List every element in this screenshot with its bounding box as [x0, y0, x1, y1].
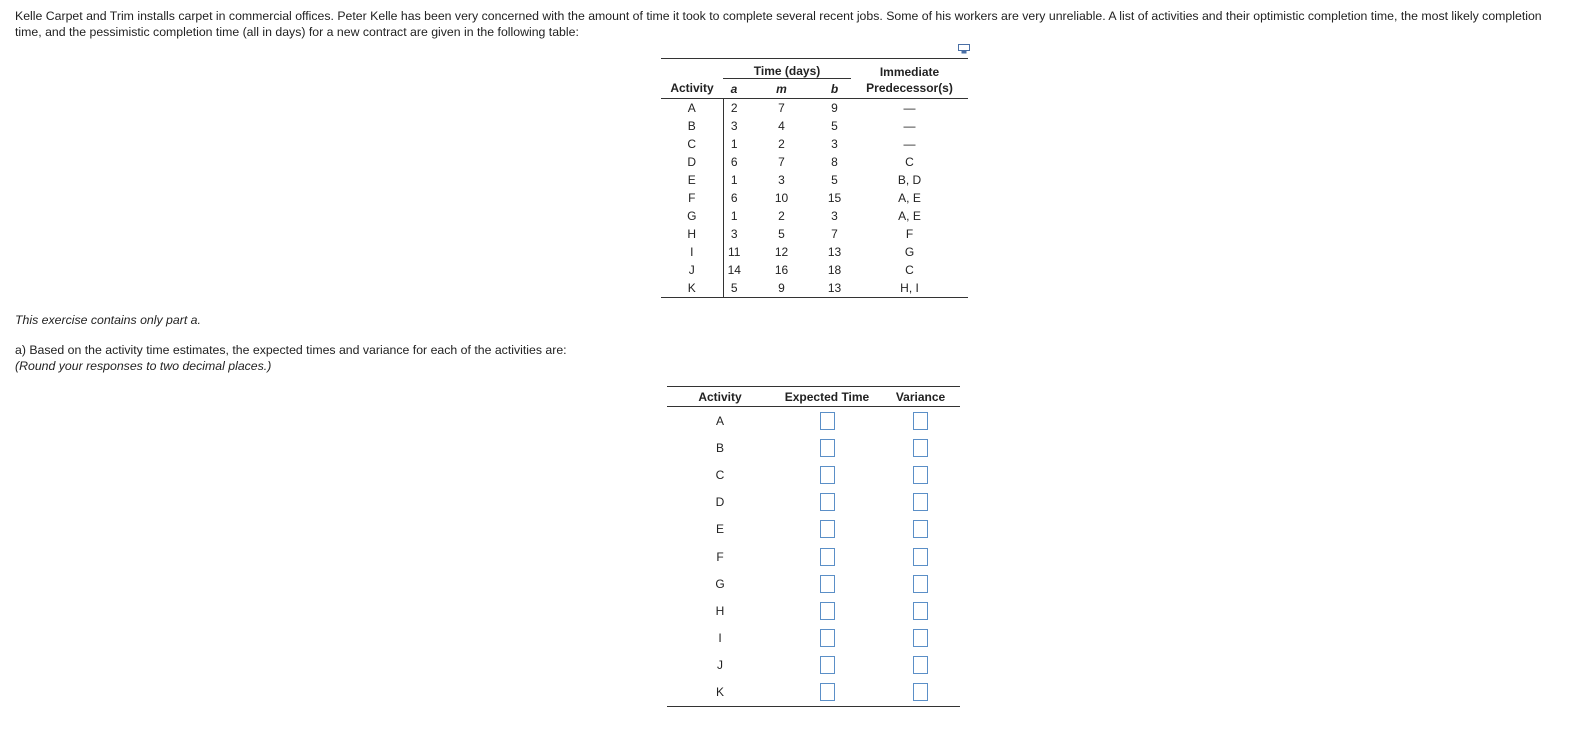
answer-row [667, 543, 960, 570]
expected-time-input-h[interactable] [820, 602, 835, 620]
answer-row [667, 407, 960, 435]
table-row [661, 243, 968, 261]
variance-input-f[interactable] [913, 548, 928, 566]
answer-activity-label: F [716, 549, 724, 564]
expected-time-input-a[interactable] [820, 412, 835, 430]
row-b: 7 [831, 227, 838, 241]
answer-row [667, 489, 960, 516]
expected-time-input-j[interactable] [820, 656, 835, 674]
row-a: 6 [730, 155, 738, 169]
table-row [661, 171, 968, 189]
row-m: 10 [774, 191, 789, 205]
answer-row [667, 434, 960, 461]
answer-activity-label: J [717, 658, 723, 673]
row-b: 15 [827, 191, 842, 205]
row-activity: I [661, 243, 723, 261]
row-a: 5 [723, 279, 745, 298]
row-activity: J [661, 261, 723, 279]
time-days-header: Time (days) [723, 59, 851, 79]
row-m: 3 [778, 173, 785, 187]
row-predecessor: — [903, 101, 916, 115]
row-predecessor: C [905, 263, 914, 277]
row-b: 9 [831, 101, 838, 115]
row-predecessor: A, E [898, 209, 921, 223]
row-predecessor: — [903, 137, 916, 151]
pred-header-line2: Predecessor(s) [851, 79, 968, 99]
expected-time-input-d[interactable] [820, 493, 835, 511]
answer-table [667, 386, 960, 707]
row-m: 7 [778, 101, 785, 115]
row-activity: D [661, 153, 723, 171]
row-b: 13 [827, 245, 842, 259]
row-b: 13 [818, 279, 851, 298]
answer-activity-label: I [718, 631, 722, 646]
variance-header: Variance [881, 387, 960, 407]
row-a: 1 [730, 137, 738, 151]
table-row [661, 117, 968, 135]
variance-input-a[interactable] [913, 412, 928, 430]
row-a: 1 [730, 173, 738, 187]
answer-activity-label: A [715, 413, 724, 428]
table-row [661, 207, 968, 225]
expected-time-input-f[interactable] [820, 548, 835, 566]
variance-input-e[interactable] [913, 520, 928, 538]
table-row [661, 99, 968, 118]
expected-time-input-b[interactable] [820, 439, 835, 457]
variance-input-d[interactable] [913, 493, 928, 511]
variance-input-j[interactable] [913, 656, 928, 674]
row-m: 4 [778, 119, 785, 133]
answer-row [667, 652, 960, 679]
answer-row [667, 570, 960, 597]
row-m: 16 [774, 263, 789, 277]
answer-activity-label: C [715, 467, 725, 482]
activity-time-table [661, 58, 968, 298]
answer-row [667, 461, 960, 488]
row-a: 3 [730, 119, 738, 133]
row-activity: C [661, 135, 723, 153]
row-predecessor: C [905, 155, 914, 169]
table-row [661, 261, 968, 279]
row-a: 14 [727, 263, 741, 277]
answer-row [667, 679, 960, 707]
row-predecessor: G [904, 245, 915, 259]
activity-header: Activity [661, 79, 723, 99]
expected-time-header: Expected Time [773, 387, 881, 407]
expected-time-input-c[interactable] [820, 466, 835, 484]
answer-activity-label: G [715, 576, 725, 591]
question-prompt: a) Based on the activity time estimates, the expected times and variance for each of the activities are: [15, 343, 567, 357]
variance-input-b[interactable] [913, 439, 928, 457]
m-header: m [745, 79, 818, 99]
answer-activity-label: D [715, 495, 725, 510]
variance-input-h[interactable] [913, 602, 928, 620]
table-row [661, 153, 968, 171]
row-a: 2 [730, 101, 738, 115]
copy-table-icon[interactable] [958, 44, 970, 54]
table-row [661, 279, 968, 298]
variance-input-g[interactable] [913, 575, 928, 593]
row-activity: H [661, 225, 723, 243]
row-m: 2 [778, 209, 785, 223]
row-a: 1 [730, 209, 738, 223]
variance-input-k[interactable] [913, 683, 928, 701]
answer-activity-label: H [715, 603, 725, 618]
row-activity: F [661, 189, 723, 207]
row-b: 5 [831, 173, 838, 187]
rounding-note: (Round your responses to two decimal places.) [15, 359, 272, 373]
row-activity: E [661, 171, 723, 189]
problem-intro: Kelle Carpet and Trim installs carpet in commercial offices. Peter Kelle has been very concerned with the amount of time it took to complete several recent jobs. Some of his workers are very unreliable. A list of activities and their optimistic completion time, the most likely completion time, and the pessimistic completion time (all in days) for a new contract are given in the following table: [15, 9, 1542, 39]
row-predecessor: F [905, 227, 914, 241]
answer-activity-label: B [715, 440, 724, 455]
answer-row [667, 516, 960, 543]
row-activity: B [661, 117, 723, 135]
answer-activity-label: E [715, 522, 724, 537]
row-m: 9 [745, 279, 818, 298]
table-row [661, 225, 968, 243]
row-m: 2 [778, 137, 785, 151]
answer-activity-label: K [667, 679, 773, 707]
row-b: 3 [831, 209, 838, 223]
row-a: 6 [730, 191, 738, 205]
expected-time-input-i[interactable] [820, 629, 835, 647]
answer-row [667, 597, 960, 624]
answer-row [667, 625, 960, 652]
row-activity: G [661, 207, 723, 225]
row-b: 18 [827, 263, 842, 277]
row-m: 12 [774, 245, 789, 259]
table-row [661, 189, 968, 207]
variance-input-c[interactable] [913, 466, 928, 484]
pred-header-line1: Immediate [851, 59, 968, 79]
answer-activity-header: Activity [667, 387, 773, 407]
part-note: This exercise contains only part a. [15, 313, 201, 327]
row-b: 5 [831, 119, 838, 133]
row-a: 11 [728, 245, 741, 259]
row-predecessor: B, D [897, 173, 922, 187]
variance-input-i[interactable] [913, 629, 928, 647]
a-header: a [723, 79, 745, 99]
b-header: b [818, 79, 851, 99]
row-activity: K [661, 279, 723, 298]
question-text [15, 342, 567, 374]
row-predecessor: H, I [851, 279, 968, 298]
row-a: 3 [730, 227, 738, 241]
row-m: 7 [778, 155, 785, 169]
expected-time-input-e[interactable] [820, 520, 835, 538]
row-predecessor: A, E [898, 191, 921, 205]
expected-time-input-g[interactable] [820, 575, 835, 593]
row-m: 5 [778, 227, 785, 241]
row-b: 3 [831, 137, 838, 151]
expected-time-input-k[interactable] [820, 683, 835, 701]
row-b: 8 [831, 155, 838, 169]
row-predecessor: — [903, 119, 916, 133]
table-row [661, 135, 968, 153]
row-activity: A [661, 99, 723, 118]
